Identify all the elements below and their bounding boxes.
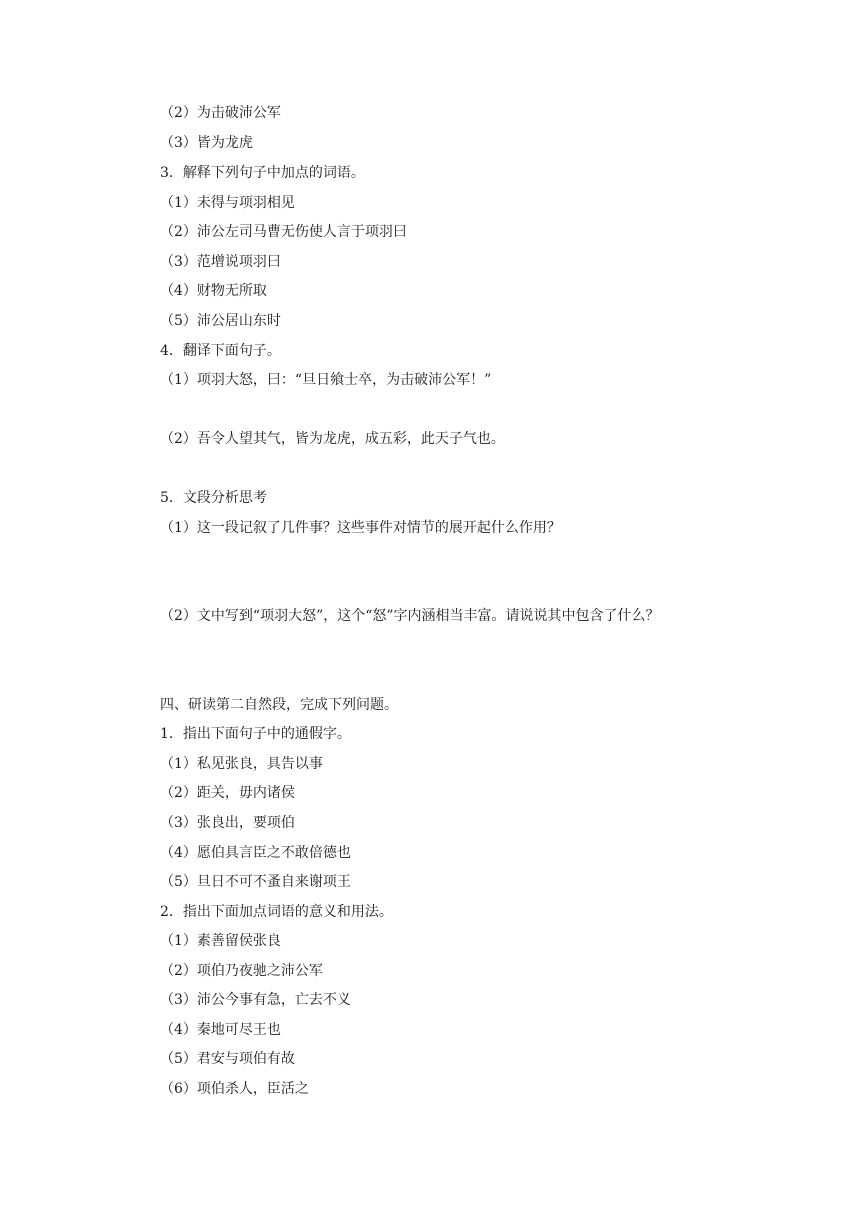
question-5-heading: 5．文段分析思考	[160, 490, 267, 506]
section-4-question-1-item-3: （3）张良出，要项伯	[160, 815, 295, 831]
item-2-question-2-2: （2）为击破沛公军	[160, 105, 281, 121]
section-4-question-1-item-5: （5）旦日不可不蚤自来谢项王	[160, 874, 351, 890]
section-4-question-2-heading: 2．指出下面加点词语的意义和用法。	[160, 904, 393, 920]
question-3-item-4: （4）财物无所取	[160, 283, 267, 299]
question-4-heading: 4．翻译下面句子。	[160, 343, 281, 359]
section-4-heading: 四、研读第二自然段，完成下列问题。	[160, 697, 398, 713]
section-4-question-2-item-4: （4）秦地可尽王也	[160, 1022, 281, 1038]
question-3-item-2: （2）沛公左司马曹无伤使人言于项羽曰	[160, 224, 407, 240]
section-4-question-2-item-3: （3）沛公今事有急，亡去不义	[160, 992, 351, 1008]
section-4-question-1-item-4: （4）愿伯具言臣之不敢倍德也	[160, 845, 351, 861]
question-5-item-1: （1）这一段记叙了几件事？这些事件对情节的展开起什么作用？	[160, 520, 561, 536]
section-4-question-2-item-5: （5）君安与项伯有故	[160, 1051, 295, 1067]
question-3-item-1: （1）未得与项羽相见	[160, 195, 295, 211]
question-3-heading: 3．解释下列句子中加点的词语。	[160, 165, 365, 181]
section-4-question-1-item-1: （1）私见张良，具告以事	[160, 756, 323, 772]
question-3-item-5: （5）沛公居山东时	[160, 313, 281, 329]
question-4-item-1: （1）项羽大怒，曰：“旦日飨士卒，为击破沛公军！”	[160, 372, 492, 388]
section-4-question-1-heading: 1．指出下面句子中的通假字。	[160, 726, 351, 742]
section-4-question-2-item-2: （2）项伯乃夜驰之沛公军	[160, 963, 323, 979]
section-4-question-2-item-6: （6）项伯杀人，臣活之	[160, 1081, 309, 1097]
question-3-item-3: （3）范增说项羽曰	[160, 254, 281, 270]
question-4-item-2: （2）吾令人望其气，皆为龙虎，成五彩，此天子气也。	[160, 431, 505, 447]
question-5-item-2: （2）文中写到“项羽大怒”，这个“怒”字内涵相当丰富。请说说其中包含了什么？	[160, 608, 660, 624]
item-2-question-2-3: （3）皆为龙虎	[160, 135, 253, 151]
section-4-question-1-item-2: （2）距关，毋内诸侯	[160, 785, 295, 801]
section-4-question-2-item-1: （1）素善留侯张良	[160, 933, 281, 949]
